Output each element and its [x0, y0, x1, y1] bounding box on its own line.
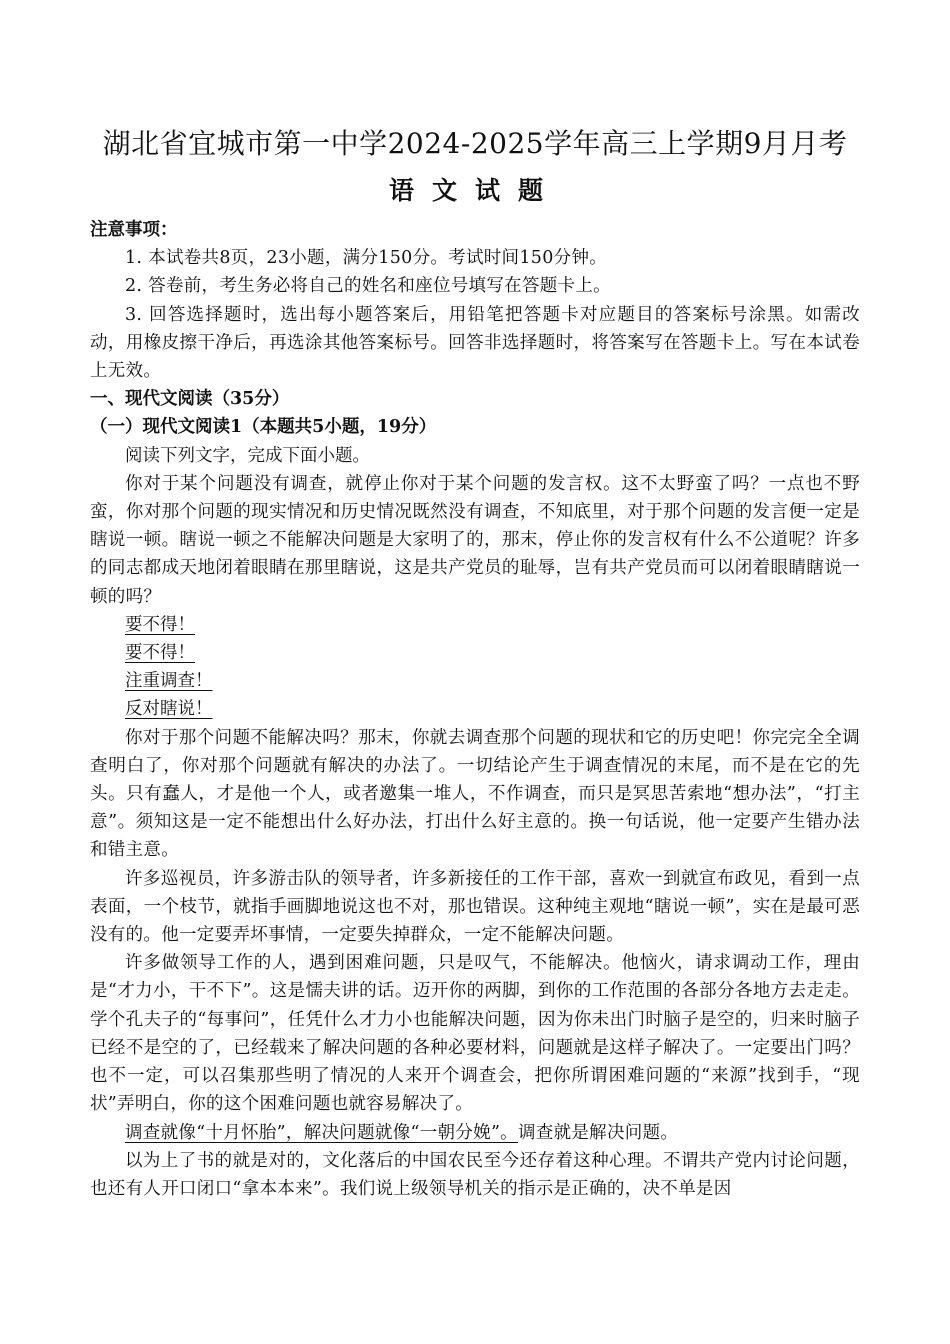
reading-instruction: 阅读下列文字，完成下面小题。 — [125, 445, 370, 466]
slogan-1: 要不得！ — [125, 614, 195, 635]
passage-paragraph-5 — [90, 1119, 860, 1147]
slogan-2: 要不得！ — [125, 643, 195, 664]
notice-heading: 注意事项： — [90, 220, 178, 240]
passage-paragraph-6: 以为上了书的就是对的，文化落后的中国农民至今还存着这种心理。不谓共产党内讨论问题，也还有人开口闭口“拿本本来”。我们说上级领导机关的指示是正确的，决不单是因 — [90, 1150, 860, 1199]
passage-paragraph-4: 许多做领导工作的人，遇到困难问题，只是叹气，不能解决。他恼火，请求调动工作，理由是“才力小，干不下”。这是懦夫讲的话。迈开你的两脚，到你的工作范围的各部分各地方去走走。学个孔夫子的“每事问”，任凭什么才力小也能解决问题，因为你未出门时脑子是空的，归来时脑子已经不是空的了，已经载来了解决问题的各种必要材料，问题就是这样子解决了。一定要出门吗？也不一定，可以召集那些明了情况的人来开个调查会，把你所谓困难问题的“来源”找到手，“现状”弄明白，你的这个困难问题也就容易解决了。 — [90, 953, 860, 1115]
paragraph-5-rest: 调查就是解决问题。 — [517, 1122, 679, 1143]
passage-paragraph-1: 你对于某个问题没有调查，就停止你对于某个问题的发言权。这不太野蛮了吗？一点也不野蛮，你对那个问题的现实情况和历史情况既然没有调查，不知底里，对于那个问题的发言便一定是瞎说一顿。瞎说一顿之不能解决问题是大家明了的，那末，停止你的发言权有什么不公道呢？许多的同志都成天地闭着眼睛在那里瞎说，这是共产党员的耻辱，岂有共产党员而可以闭着眼睛瞎说一顿的吗？ — [90, 473, 860, 607]
passage-paragraph-2: 你对于那个问题不能解决吗？那末，你就去调查那个问题的现状和它的历史吧！你完完全全调查明白了，你对那个问题就有解决的办法了。一切结论产生于调查情况的末尾，而不是在它的先头。只有蠢人，才是他一个人，或者邀集一堆人，不作调查，而只是冥思苦索地“想办法”，“打主意”。须知这是一定不能想出什么好办法，打出什么好主意的。换一句话说，他一定要产生错办法和错主意。 — [90, 727, 860, 861]
slogan-3: 注重调查！ — [125, 671, 213, 692]
sub-section-heading: （一）现代文阅读1（本题共5小题，19分） — [90, 417, 437, 438]
exam-page — [90, 124, 860, 1203]
exam-title: 湖北省宜城市第一中学2024-2025学年高三上学期9月月考 — [102, 127, 848, 160]
underlined-sentence: 调查就像“十月怀胎”，解决问题就像“一朝分娩”。 — [125, 1122, 518, 1143]
notice-item-1: 1. 本试卷共8页，23小题，满分150分。考试时间150分钟。 — [125, 248, 608, 269]
notice-item-2: 2. 答卷前，考生务必将自己的姓名和座位号填写在答题卡上。 — [125, 276, 611, 297]
passage-paragraph-3: 许多巡视员，许多游击队的领导者，许多新接任的工作干部，喜欢一到就宣布政见，看到一点表面，一个枝节，就指手画脚地说这也不对，那也错误。这种纯主观地“瞎说一顿”，实在是最可恶没有的。他一定要弄坏事情，一定要失掉群众，一定不能解决问题。 — [90, 868, 860, 946]
notice-item-3: 3. 回答选择题时，选出每小题答案后，用铅笔把答题卡对应题目的答案标号涂黑。如需改动，用橡皮擦干净后，再选涂其他答案标号。回答非选择题时，将答案写在答题卡上。写在本试卷上无效。 — [90, 304, 860, 382]
slogan-4: 反对瞎说！ — [125, 699, 213, 720]
section-heading: 一、现代文阅读（35分） — [90, 389, 290, 410]
exam-subtitle: 语文试题 — [388, 176, 561, 205]
